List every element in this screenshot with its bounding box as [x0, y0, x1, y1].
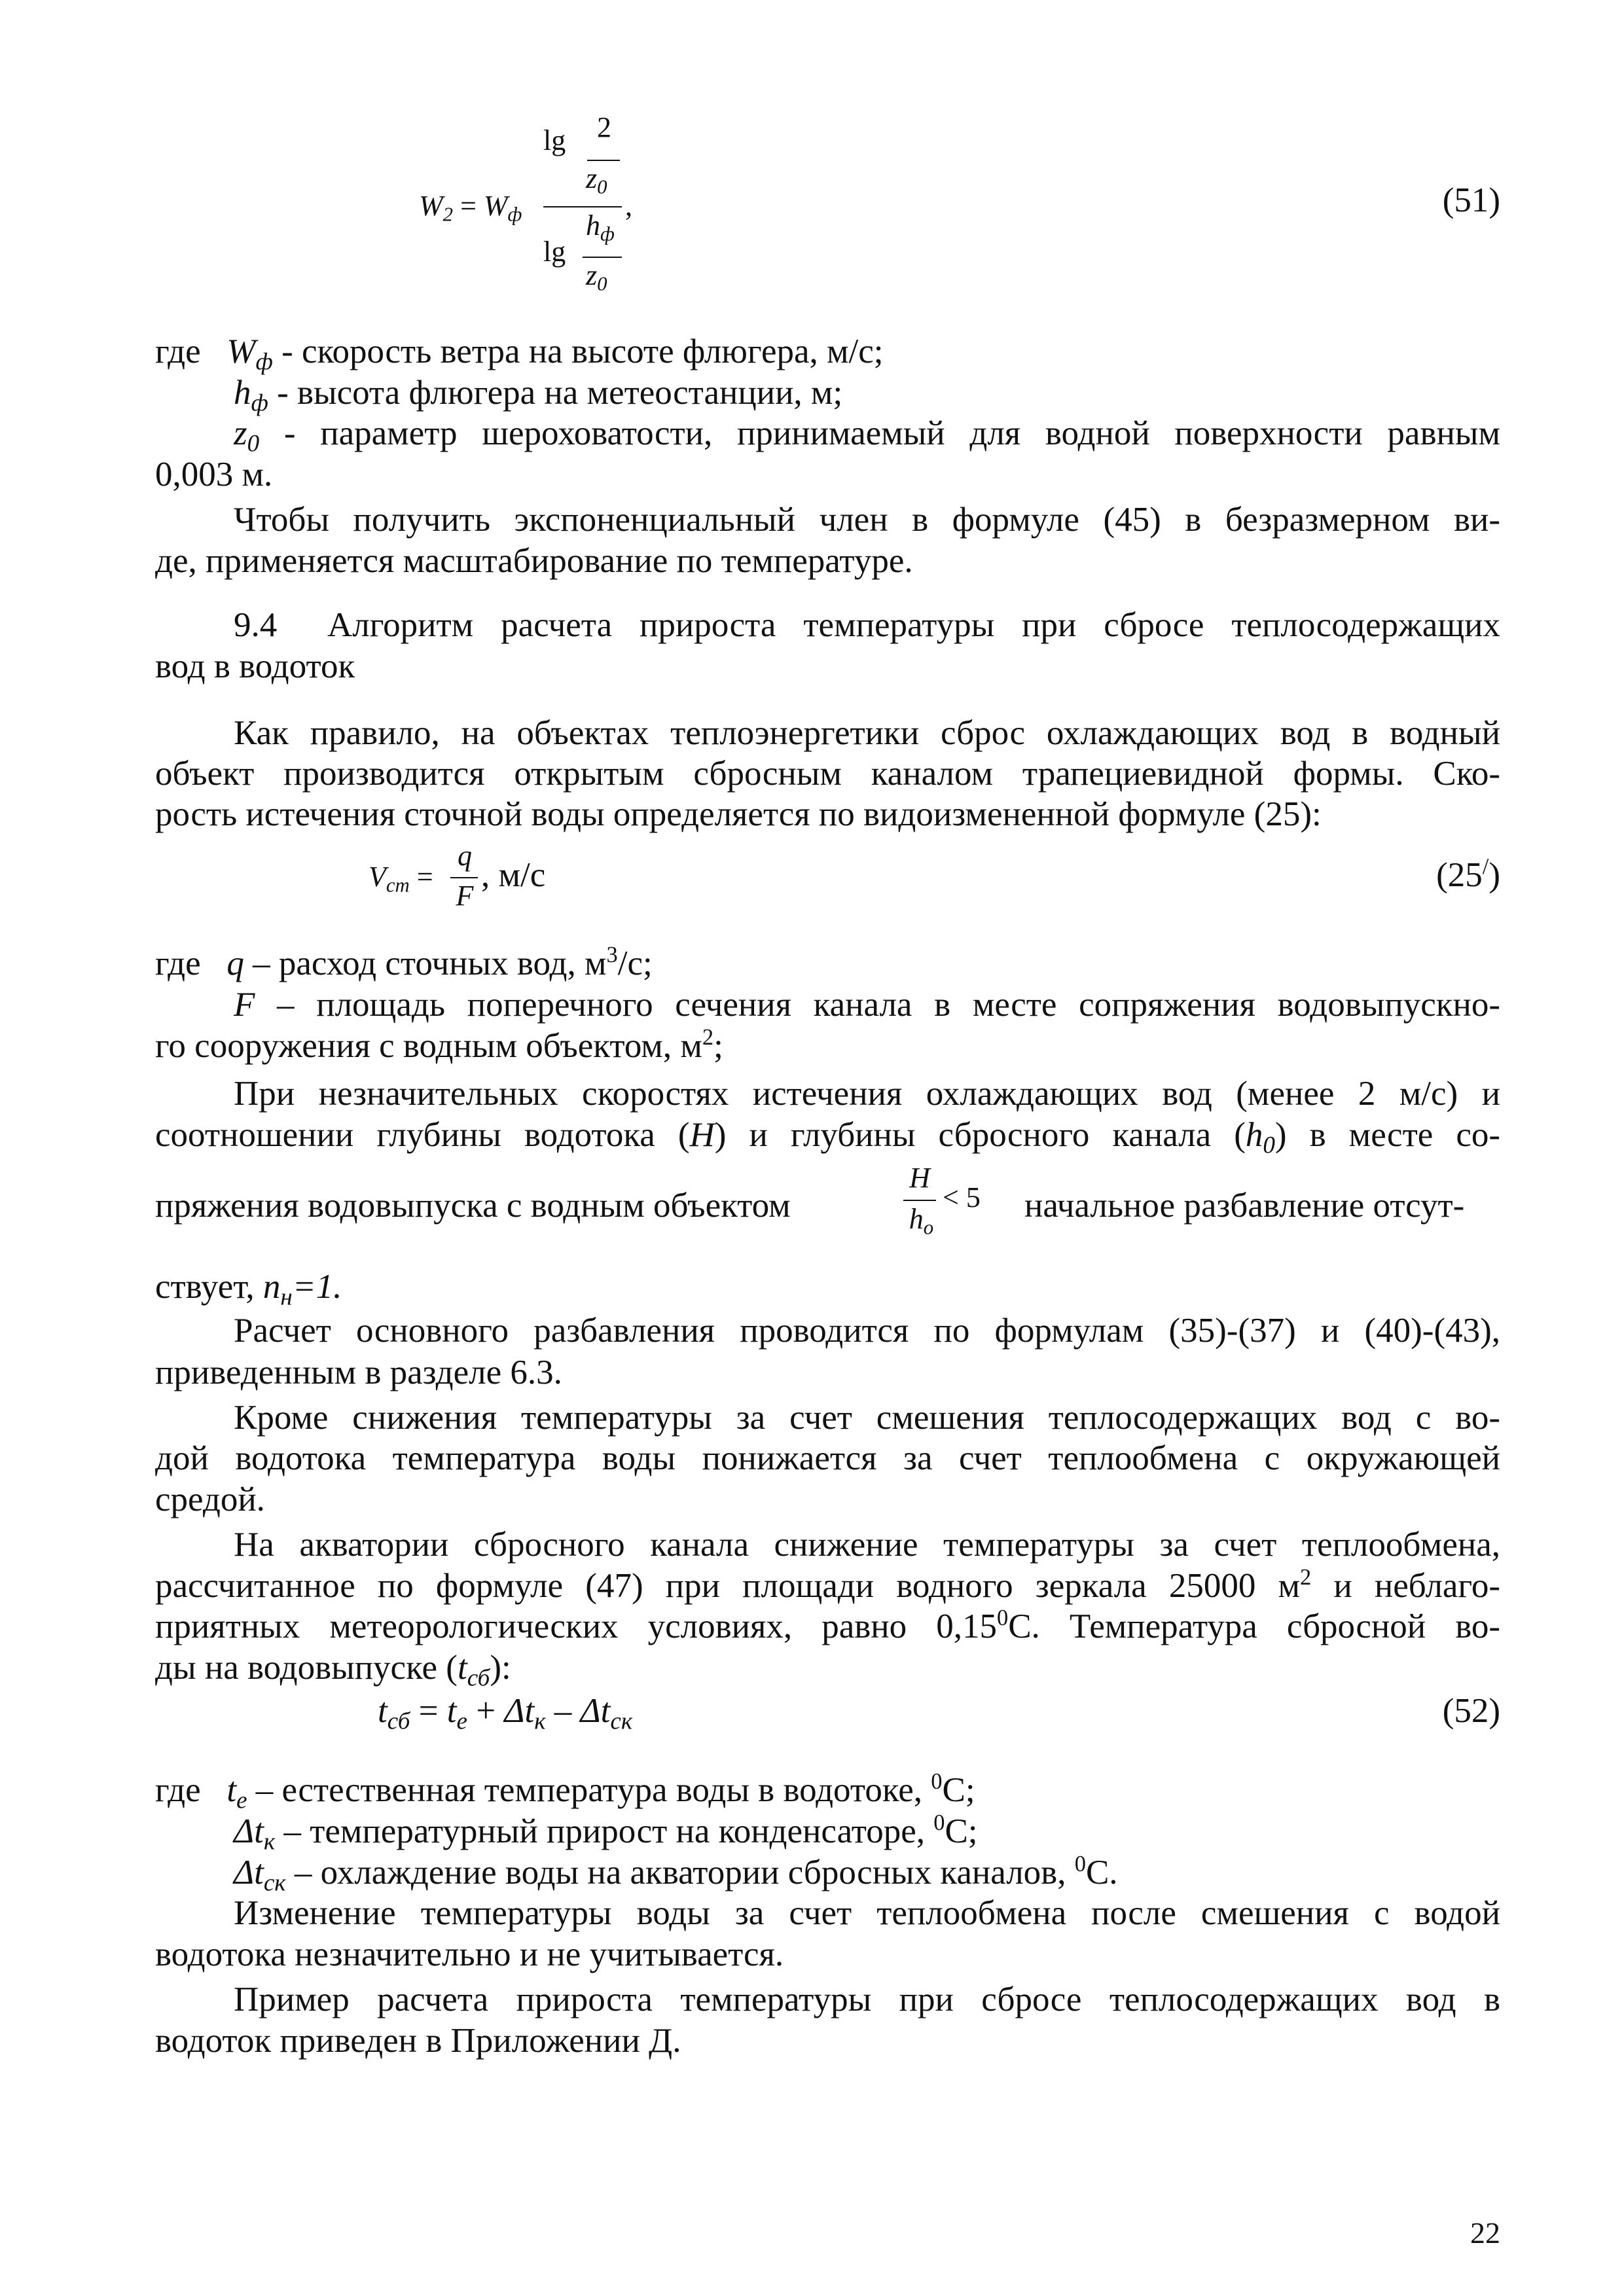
para5-line-2: дой водотока температура воды понижается за счет теплообмена с окружающей — [155, 1439, 1500, 1477]
eq51-comma: , — [625, 190, 632, 222]
para5-line-1: Кроме снижения температуры за счет смешения теплосодержащих вод с во- — [234, 1399, 1500, 1437]
para3-frac-den: $h_o$ — [909, 1203, 934, 1239]
eq51-den-hf: $h_ф$ — [586, 209, 615, 245]
defs3-line-te: где $t_е$ – естественная температура воды в водотоке, $^0$С; — [155, 1769, 975, 1814]
para3-line-3a: пряжения водовыпуска с водным объектом — [155, 1187, 791, 1225]
eq51-num-z0: $z_0$ — [586, 162, 607, 198]
eq52-number: (52) — [1442, 1692, 1500, 1730]
defs2-line-f-cont: го сооружения с водным объектом, $м^2$; — [155, 1025, 723, 1065]
para4-line-1: Расчет основного разбавления проводится по формулам (35)-(37) и (40)-(43), — [234, 1312, 1500, 1350]
defs1-line-wf: где $W_ф$ - скорость ветра на высоте флюгера, м/с; — [155, 332, 884, 376]
section-number: 9.4 — [234, 606, 278, 644]
para3-line-1: При незначительных скоростях истечения охлаждающих вод (менее 2 м/с) и — [234, 1075, 1500, 1113]
eq25-num-q: q — [458, 840, 472, 872]
para6-line-1: На акватории сбросного канала снижение температуры за счет теплообмена, — [234, 1526, 1500, 1564]
para3-line-2: соотношении глубины водотока (H) и глубины сбросного канала $(h_0)$ в месте со- — [155, 1116, 1500, 1159]
para4-line-2: приведенным в разделе 6.3. — [155, 1354, 562, 1391]
para6-line-3: приятных метеорологических условиях, равно 0,15$^0$С. Температура сбросной во- — [155, 1605, 1501, 1645]
eq51-num-two: 2 — [597, 111, 611, 143]
para2-line-2: объект производится открытым сбросным каналом трапециевидной формы. Ско- — [155, 755, 1500, 793]
para3-lt5: < 5 — [943, 1181, 981, 1213]
para7-line-2: водотока незначительно и не учитывается. — [155, 1935, 784, 1973]
section-title-line-2: вод в водоток — [155, 647, 355, 685]
defs2-line-q: где q – расход сточных вод, $м^3/с$; — [155, 942, 653, 982]
para3-frac-num: H — [909, 1162, 930, 1194]
equation-52: $t_{сб} = t_е + \Delta t_к - \Delta t_{ск}$ — [378, 1692, 633, 1735]
defs1-line-z0-cont: 0,003 м. — [155, 456, 273, 493]
eq25-fraction-bar — [450, 877, 478, 878]
para2-line-3: рость истечения сточной воды определяется по видоизмененной формуле (25): — [155, 795, 1322, 833]
para3-fraction-bar — [903, 1200, 936, 1201]
eq51-num-lg: lg — [543, 124, 566, 156]
para2-line-1: Как правило, на объектах теплоэнергетики сброс охлаждающих вод в водный — [234, 714, 1500, 752]
defs3-line-dtk: $\Delta t_к$ – температурный прирост на конденсаторе, $^0$С; — [234, 1810, 978, 1856]
para6-line-4: ды на водовыпуске $(t_{сб})$: — [155, 1649, 511, 1692]
para6-line-2: рассчитанное по формуле (47) при площади водного зеркала 25000 $м^2$ и неблаго- — [155, 1565, 1500, 1605]
eq25-lhs: $V_{ст}$ = — [369, 861, 433, 897]
para3-line-4: ствует, $n_н=1$. — [155, 1268, 342, 1311]
eq51-inner-fraction-bar-bottom — [583, 257, 622, 258]
eq25-unit: , м/с — [481, 856, 546, 894]
defs1-line-hf: $h_ф$ - высота флюгера на метеостанции, м; — [234, 374, 843, 417]
defs2-line-f: F – площадь поперечного сечения канала в месте сопряжения водовыпускно- — [234, 986, 1500, 1024]
defs1-line-z0: $z_0$ - параметр шероховатости, принимаемый для водной поверхности равным — [234, 414, 1500, 457]
para1-line-2: де, применяется масштабирование по температуре. — [155, 542, 913, 580]
para7-line-1: Изменение температуры воды за счет теплообмена после смешения с водой — [234, 1894, 1500, 1932]
para5-line-3: средой. — [155, 1480, 265, 1518]
eq51-lhs: $W_2 = W_ф$ — [419, 190, 522, 226]
page-number: 22 — [1470, 2216, 1500, 2250]
para8-line-1: Пример расчета прироста температуры при сбросе теплосодержащих вод в — [234, 1981, 1500, 2018]
eq51-den-z0: $z_0$ — [586, 259, 607, 295]
eq51-inner-fraction-bar-top — [587, 160, 620, 161]
para3-line-3b: начальное разбавление отсут- — [1024, 1187, 1465, 1225]
defs3-line-dtsk: $\Delta t_{ск}$ – охлаждение воды на акватории сбросных каналов, $^0$С. — [234, 1852, 1118, 1897]
eq51-number: (51) — [1442, 181, 1500, 219]
eq51-main-fraction-bar — [543, 206, 622, 207]
para8-line-2: водоток приведен в Приложении Д. — [155, 2022, 681, 2060]
eq25-den-f: F — [456, 880, 474, 912]
section-title-line-1: Алгоритм расчета прироста температуры при сбросе теплосодержащих — [327, 606, 1500, 644]
eq25-number: (25/) — [1436, 854, 1500, 894]
para1-line-1: Чтобы получить экспоненциальный член в формуле (45) в безразмерном ви- — [234, 501, 1500, 539]
eq51-den-lg: lg — [543, 236, 566, 268]
